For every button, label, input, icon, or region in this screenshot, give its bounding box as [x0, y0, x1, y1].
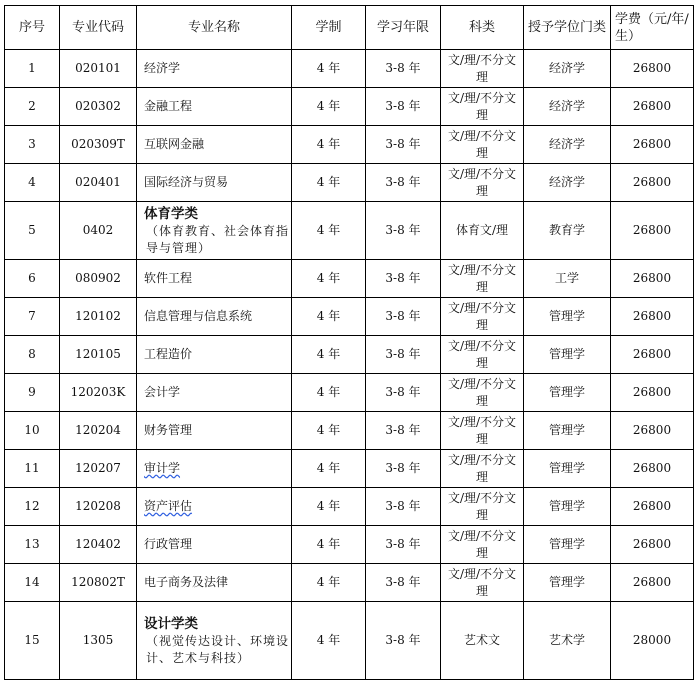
cell-duration: 4 年	[292, 526, 366, 564]
cell-subject: 文/理/不分文理	[441, 374, 524, 412]
cell-subject: 文/理/不分文理	[441, 336, 524, 374]
cell-name: 财务管理	[137, 412, 292, 450]
cell-no: 11	[5, 450, 60, 488]
cell-fee: 26800	[611, 488, 694, 526]
cell-degree: 管理学	[524, 488, 611, 526]
cell-degree: 工学	[524, 260, 611, 298]
cell-years: 3-8 年	[366, 88, 441, 126]
cell-name	[137, 488, 292, 526]
cell-fee: 26800	[611, 298, 694, 336]
cell-fee: 26800	[611, 374, 694, 412]
cell-degree: 经济学	[524, 88, 611, 126]
cell-no: 2	[5, 88, 60, 126]
cell-degree: 管理学	[524, 298, 611, 336]
table-row	[5, 374, 694, 412]
cell-fee: 26800	[611, 564, 694, 602]
cell-subject: 文/理/不分文理	[441, 564, 524, 602]
cell-years: 3-8 年	[366, 164, 441, 202]
category-title: 体育学类	[144, 205, 198, 222]
cell-degree: 经济学	[524, 164, 611, 202]
cell-no: 3	[5, 126, 60, 164]
cell-subject: 文/理/不分文理	[441, 450, 524, 488]
cell-subject: 文/理/不分文理	[441, 488, 524, 526]
cell-code: 0402	[60, 202, 137, 260]
cell-duration: 4 年	[292, 488, 366, 526]
cell-no: 12	[5, 488, 60, 526]
cell-years: 3-8 年	[366, 564, 441, 602]
header-fee: 学费（元/年/生）	[611, 6, 694, 50]
cell-duration: 4 年	[292, 336, 366, 374]
table-row	[5, 526, 694, 564]
cell-duration: 4 年	[292, 260, 366, 298]
cell-duration: 4 年	[292, 164, 366, 202]
table-row	[5, 336, 694, 374]
cell-name: 信息管理与信息系统	[137, 298, 292, 336]
cell-duration: 4 年	[292, 564, 366, 602]
cell-name: 互联网金融	[137, 126, 292, 164]
cell-years: 3-8 年	[366, 298, 441, 336]
header-subject: 科类	[441, 6, 524, 50]
cell-fee: 26800	[611, 526, 694, 564]
cell-name	[137, 202, 292, 260]
cell-subject: 文/理/不分文理	[441, 126, 524, 164]
cell-years: 3-8 年	[366, 260, 441, 298]
cell-code: 080902	[60, 260, 137, 298]
cell-degree: 艺术学	[524, 602, 611, 680]
cell-subject: 文/理/不分文理	[441, 260, 524, 298]
major-table	[4, 5, 694, 680]
cell-years: 3-8 年	[366, 412, 441, 450]
cell-code: 020302	[60, 88, 137, 126]
cell-no: 14	[5, 564, 60, 602]
cell-no: 7	[5, 298, 60, 336]
cell-subject: 文/理/不分文理	[441, 88, 524, 126]
cell-no: 6	[5, 260, 60, 298]
cell-degree: 管理学	[524, 564, 611, 602]
cell-fee: 26800	[611, 126, 694, 164]
cell-degree: 管理学	[524, 526, 611, 564]
cell-no: 15	[5, 602, 60, 680]
cell-code: 120802T	[60, 564, 137, 602]
major-table-container	[4, 5, 694, 680]
table-row	[5, 298, 694, 336]
cell-subject: 文/理/不分文理	[441, 526, 524, 564]
cell-fee: 26800	[611, 202, 694, 260]
cell-code: 120207	[60, 450, 137, 488]
cell-years: 3-8 年	[366, 374, 441, 412]
cell-duration: 4 年	[292, 450, 366, 488]
cell-years: 3-8 年	[366, 202, 441, 260]
category-majors: （体育教育、社会体育指导与管理）	[146, 223, 290, 255]
table-row	[5, 260, 694, 298]
header-duration: 学制	[292, 6, 366, 50]
cell-name: 国际经济与贸易	[137, 164, 292, 202]
header-years: 学习年限	[366, 6, 441, 50]
category-majors: （视觉传达设计、环境设计、艺术与科技）	[146, 633, 290, 665]
cell-subject: 体育文/理	[441, 202, 524, 260]
cell-subject: 文/理/不分文理	[441, 164, 524, 202]
cell-name	[137, 602, 292, 680]
cell-degree: 教育学	[524, 202, 611, 260]
cell-degree: 管理学	[524, 450, 611, 488]
cell-no: 4	[5, 164, 60, 202]
cell-duration: 4 年	[292, 202, 366, 260]
table-row	[5, 88, 694, 126]
cell-duration: 4 年	[292, 298, 366, 336]
spellcheck-underlined-text: 资产评估	[144, 499, 193, 513]
cell-degree: 经济学	[524, 126, 611, 164]
header-name: 专业名称	[137, 6, 292, 50]
cell-no: 13	[5, 526, 60, 564]
cell-duration: 4 年	[292, 412, 366, 450]
cell-fee: 28000	[611, 602, 694, 680]
table-row	[5, 602, 694, 680]
cell-code: 120204	[60, 412, 137, 450]
cell-code: 120105	[60, 336, 137, 374]
cell-years: 3-8 年	[366, 602, 441, 680]
cell-years: 3-8 年	[366, 488, 441, 526]
cell-fee: 26800	[611, 260, 694, 298]
cell-degree: 管理学	[524, 374, 611, 412]
cell-years: 3-8 年	[366, 126, 441, 164]
cell-years: 3-8 年	[366, 50, 441, 88]
table-row	[5, 564, 694, 602]
cell-subject: 艺术文	[441, 602, 524, 680]
table-row	[5, 50, 694, 88]
cell-degree: 经济学	[524, 50, 611, 88]
cell-name: 工程造价	[137, 336, 292, 374]
header-no: 序号	[5, 6, 60, 50]
cell-fee: 26800	[611, 336, 694, 374]
cell-duration: 4 年	[292, 374, 366, 412]
cell-code: 120203K	[60, 374, 137, 412]
cell-no: 8	[5, 336, 60, 374]
cell-duration: 4 年	[292, 602, 366, 680]
header-code: 专业代码	[60, 6, 137, 50]
table-row	[5, 450, 694, 488]
cell-code: 120102	[60, 298, 137, 336]
table-row	[5, 202, 694, 260]
cell-code: 120402	[60, 526, 137, 564]
cell-code: 020309T	[60, 126, 137, 164]
cell-degree: 管理学	[524, 336, 611, 374]
cell-no: 1	[5, 50, 60, 88]
cell-fee: 26800	[611, 164, 694, 202]
category-title: 设计学类	[144, 615, 198, 632]
cell-name: 经济学	[137, 50, 292, 88]
cell-name: 电子商务及法律	[137, 564, 292, 602]
cell-years: 3-8 年	[366, 336, 441, 374]
cell-duration: 4 年	[292, 88, 366, 126]
cell-duration: 4 年	[292, 50, 366, 88]
table-row	[5, 164, 694, 202]
header-degree: 授予学位门类	[524, 6, 611, 50]
cell-fee: 26800	[611, 50, 694, 88]
cell-name: 行政管理	[137, 526, 292, 564]
cell-subject: 文/理/不分文理	[441, 50, 524, 88]
cell-name: 金融工程	[137, 88, 292, 126]
cell-code: 1305	[60, 602, 137, 680]
cell-name	[137, 450, 292, 488]
cell-name: 软件工程	[137, 260, 292, 298]
table-row	[5, 412, 694, 450]
cell-fee: 26800	[611, 412, 694, 450]
cell-fee: 26800	[611, 450, 694, 488]
cell-code: 020401	[60, 164, 137, 202]
cell-subject: 文/理/不分文理	[441, 412, 524, 450]
cell-fee: 26800	[611, 88, 694, 126]
cell-no: 9	[5, 374, 60, 412]
table-row	[5, 126, 694, 164]
table-row	[5, 488, 694, 526]
cell-code: 020101	[60, 50, 137, 88]
cell-code: 120208	[60, 488, 137, 526]
cell-years: 3-8 年	[366, 450, 441, 488]
cell-no: 5	[5, 202, 60, 260]
table-header-row	[5, 6, 694, 50]
cell-no: 10	[5, 412, 60, 450]
cell-years: 3-8 年	[366, 526, 441, 564]
cell-subject: 文/理/不分文理	[441, 298, 524, 336]
cell-degree: 管理学	[524, 412, 611, 450]
spellcheck-underlined-text: 审计学	[144, 461, 181, 475]
cell-duration: 4 年	[292, 126, 366, 164]
cell-name: 会计学	[137, 374, 292, 412]
